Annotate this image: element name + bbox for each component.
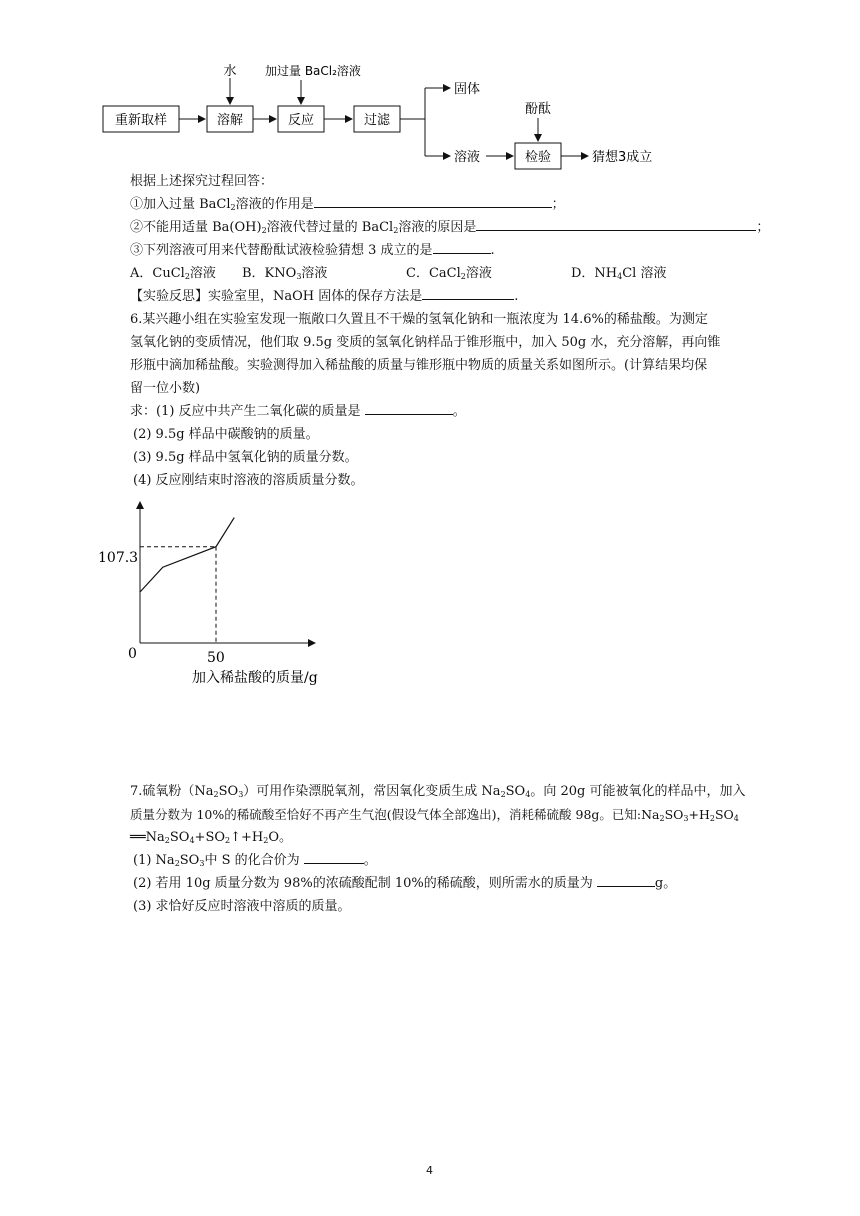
q7-sub1: (1) $Na_2SO_3$中 S 的化合价为 。	[133, 853, 377, 868]
q5-option-d[interactable]: D．$NH_4Cl$ 溶液	[571, 266, 667, 281]
q7-line1: 7.硫氧粉$(Na_2SO_3)$可用作染漂脱氧剂，常因氧化变质生成 $Na_2SO_4$。向 20g 可能被氧化的样品中，加入	[130, 784, 746, 799]
q5-part2: ②不能用适量 $Ba(OH)_2$溶液代替过量的 BaCl$_2$溶液的原因是 ；	[130, 220, 770, 235]
conclusion-label: 猜想3成立	[592, 150, 653, 165]
answer-blank[interactable]	[422, 287, 514, 300]
q5-part3: ③下列溶液可用来代替酚酞试液检验猜想 3 成立的是 .	[130, 243, 495, 258]
excess-bacl2-label: 加过量 BaCl₂溶液	[265, 64, 361, 78]
q6-line1: 6.某兴趣小组在实验室发现一瓶敞口久置且不干燥的氢氧化钠和一瓶浓度为 14.6%的稀盐酸。为测定	[130, 312, 708, 327]
q6-line4: 留一位小数)	[130, 381, 201, 396]
water-label: 水	[223, 64, 237, 79]
q6-sub1: 求：(1) 反应中共产生二氧化碳的质量是 。	[130, 404, 466, 419]
q5-option-c[interactable]: C．CaCl$_2$溶液	[406, 266, 492, 281]
box-label-test: 检验	[524, 150, 552, 165]
q5-option-b[interactable]: B．$KNO_3$溶液	[242, 266, 328, 281]
x-axis-label: 加入稀盐酸的质量/g	[192, 670, 318, 686]
q6-sub2: (2) 9.5g 样品中碳酸钠的质量。	[133, 427, 319, 442]
q7-line2: 质量分数为 10%的稀硫酸至恰好不再产生气泡(假设气体全部逸出)，消耗稀硫酸 98g。已知$:Na_2SO_3+H_2SO_4$	[130, 807, 739, 823]
answer-blank[interactable]	[476, 218, 756, 231]
box-label-react: 反应	[287, 113, 315, 128]
q6-line3: 形瓶中滴加稀盐酸。实验测得加入稀盐酸的质量与锥形瓶中物质的质量关系如图所示。(计算结果均保	[130, 358, 708, 373]
answer-blank[interactable]	[597, 874, 655, 887]
phenolphthalein-label: 酚酞	[524, 102, 552, 117]
answer-blank[interactable]	[314, 195, 552, 208]
origin-label: 0	[128, 646, 137, 662]
q5-option-a[interactable]: A．CuCl$_2$溶液	[130, 266, 216, 281]
answer-blank[interactable]	[365, 402, 453, 415]
q6-sub3: (3) 9.5g 样品中氢氧化钠的质量分数。	[133, 450, 358, 465]
mass-chart	[90, 490, 350, 690]
q5-intro: 根据上述探究过程回答：	[130, 174, 274, 189]
answer-blank[interactable]	[304, 851, 364, 864]
q7-line3: $══Na_2SO_4+SO_2↑+H_2O$。	[130, 830, 292, 845]
y-tick-label: 107.3	[98, 550, 139, 566]
page-number: 4	[426, 1164, 433, 1177]
q5-part1: ①加入过量 BaCl$_2$溶液的作用是 ；	[130, 197, 565, 212]
solid-label: 固体	[454, 82, 481, 97]
q5-reflection: 【实验反思】实验室里，NaOH 固体的保存方法是 .	[130, 289, 519, 304]
experiment-flowchart	[95, 58, 695, 173]
q6-line2: 氢氧化钠的变质情况，他们取 9.5g 变质的氢氧化钠样品于锥形瓶中，加入 50g 水，充分溶解，再向锥	[130, 335, 721, 350]
solution-label: 溶液	[454, 150, 481, 165]
q6-sub4: (4) 反应刚结束时溶液的溶质质量分数。	[133, 473, 364, 488]
box-label-filter: 过滤	[363, 113, 391, 128]
mass-series-line	[140, 518, 234, 592]
q7-sub3: (3) 求恰好反应时溶液中溶质的质量。	[133, 899, 351, 914]
q7-sub2: (2) 若用 10g 质量分数为 98%的浓硫酸配制 10%的稀硫酸，则所需水的质量为 g。	[133, 876, 677, 891]
x-tick-label: 50	[207, 650, 225, 666]
box-label-resample: 重新取样	[114, 113, 168, 128]
answer-blank[interactable]	[433, 241, 491, 254]
box-label-dissolve: 溶解	[216, 113, 244, 128]
